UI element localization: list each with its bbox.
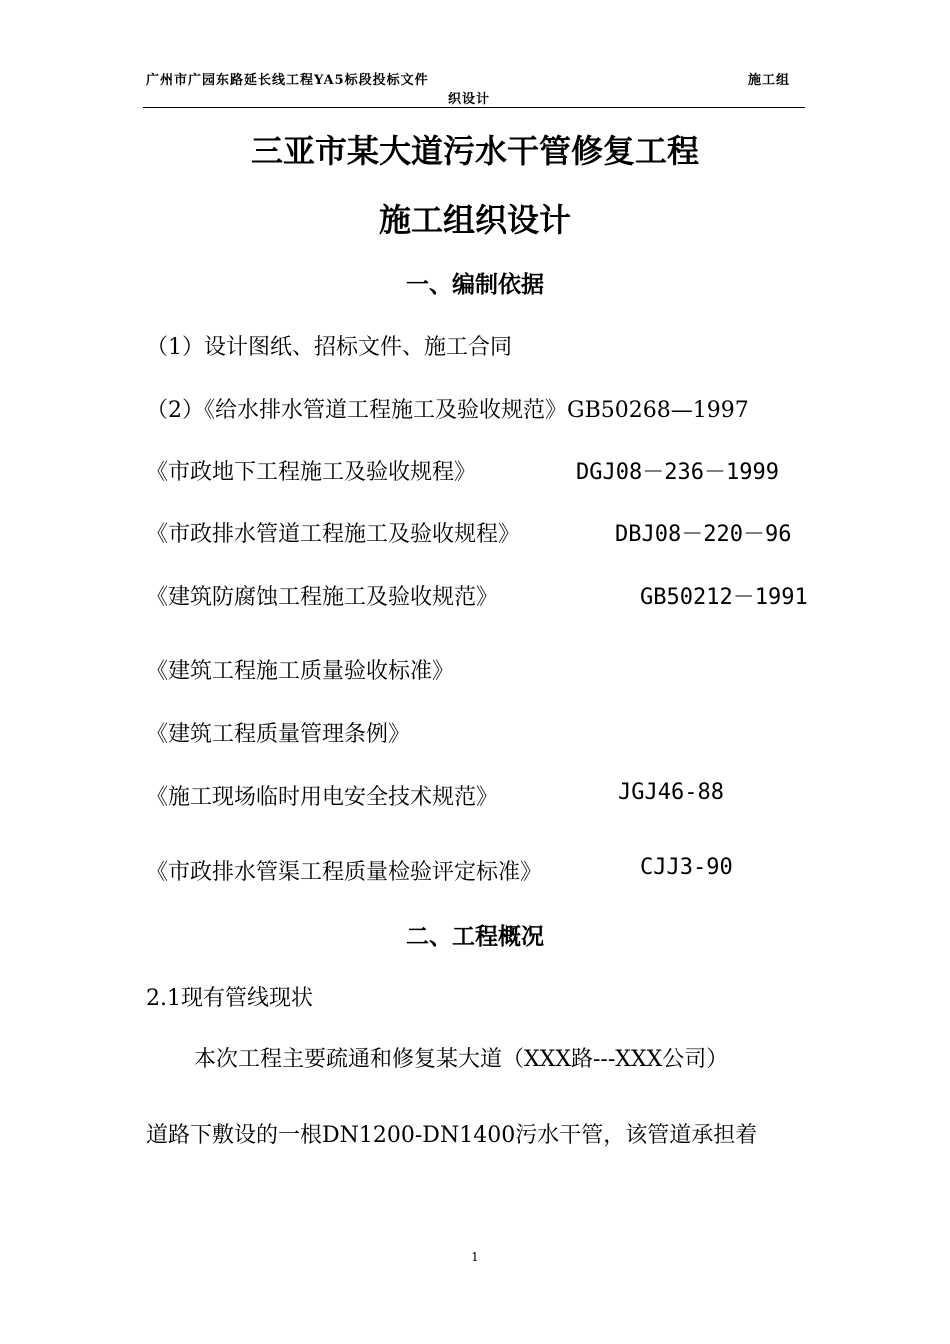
header-section-label: 施工组	[748, 73, 791, 88]
basis-item-code: DBJ08－220－96	[615, 522, 792, 547]
document-title-line1: 三亚市某大道污水干管修复工程	[250, 132, 699, 170]
basis-item: （2）《给水排水管道工程施工及验收规范》GB50268—1997	[146, 398, 749, 423]
basis-item-code: GB50212－1991	[640, 585, 808, 610]
basis-item: 《市政排水管道工程施工及验收规程》	[146, 522, 521, 547]
document-title-line2: 施工组织设计	[378, 201, 571, 239]
header-document-title: 广州市广园东路延长线工程YA5标段投标文件	[146, 73, 429, 88]
basis-item-code: JGJ46-88	[618, 780, 724, 805]
page-number: 1	[471, 1250, 479, 1264]
header-rule	[143, 107, 805, 108]
basis-item: 《施工现场临时用电安全技术规范》	[146, 785, 499, 810]
basis-item: 《建筑防腐蚀工程施工及验收规范》	[146, 585, 499, 610]
header-section-label-continued: 织设计	[448, 92, 491, 107]
basis-item: 《市政地下工程施工及验收规程》	[146, 460, 477, 485]
basis-item: 《市政排水管渠工程质量检验评定标准》	[146, 860, 543, 885]
basis-item-code: DGJ08－236－1999	[576, 460, 779, 485]
basis-item-code: CJJ3-90	[640, 855, 733, 880]
section2-subheading: 2.1现有管线现状	[146, 986, 313, 1011]
basis-item: （1）设计图纸、招标文件、施工合同	[146, 335, 512, 360]
basis-item: 《建筑工程施工质量验收标准》	[146, 659, 455, 684]
section2-heading: 二、工程概况	[406, 923, 544, 950]
basis-item: 《建筑工程质量管理条例》	[146, 722, 411, 747]
paragraph-line: 道路下敷设的一根DN1200-DN1400污水干管，该管道承担着	[146, 1123, 758, 1148]
paragraph-line: 本次工程主要疏通和修复某大道（XXX路---XXX公司）	[194, 1047, 729, 1072]
section1-heading: 一、编制依据	[406, 271, 544, 298]
